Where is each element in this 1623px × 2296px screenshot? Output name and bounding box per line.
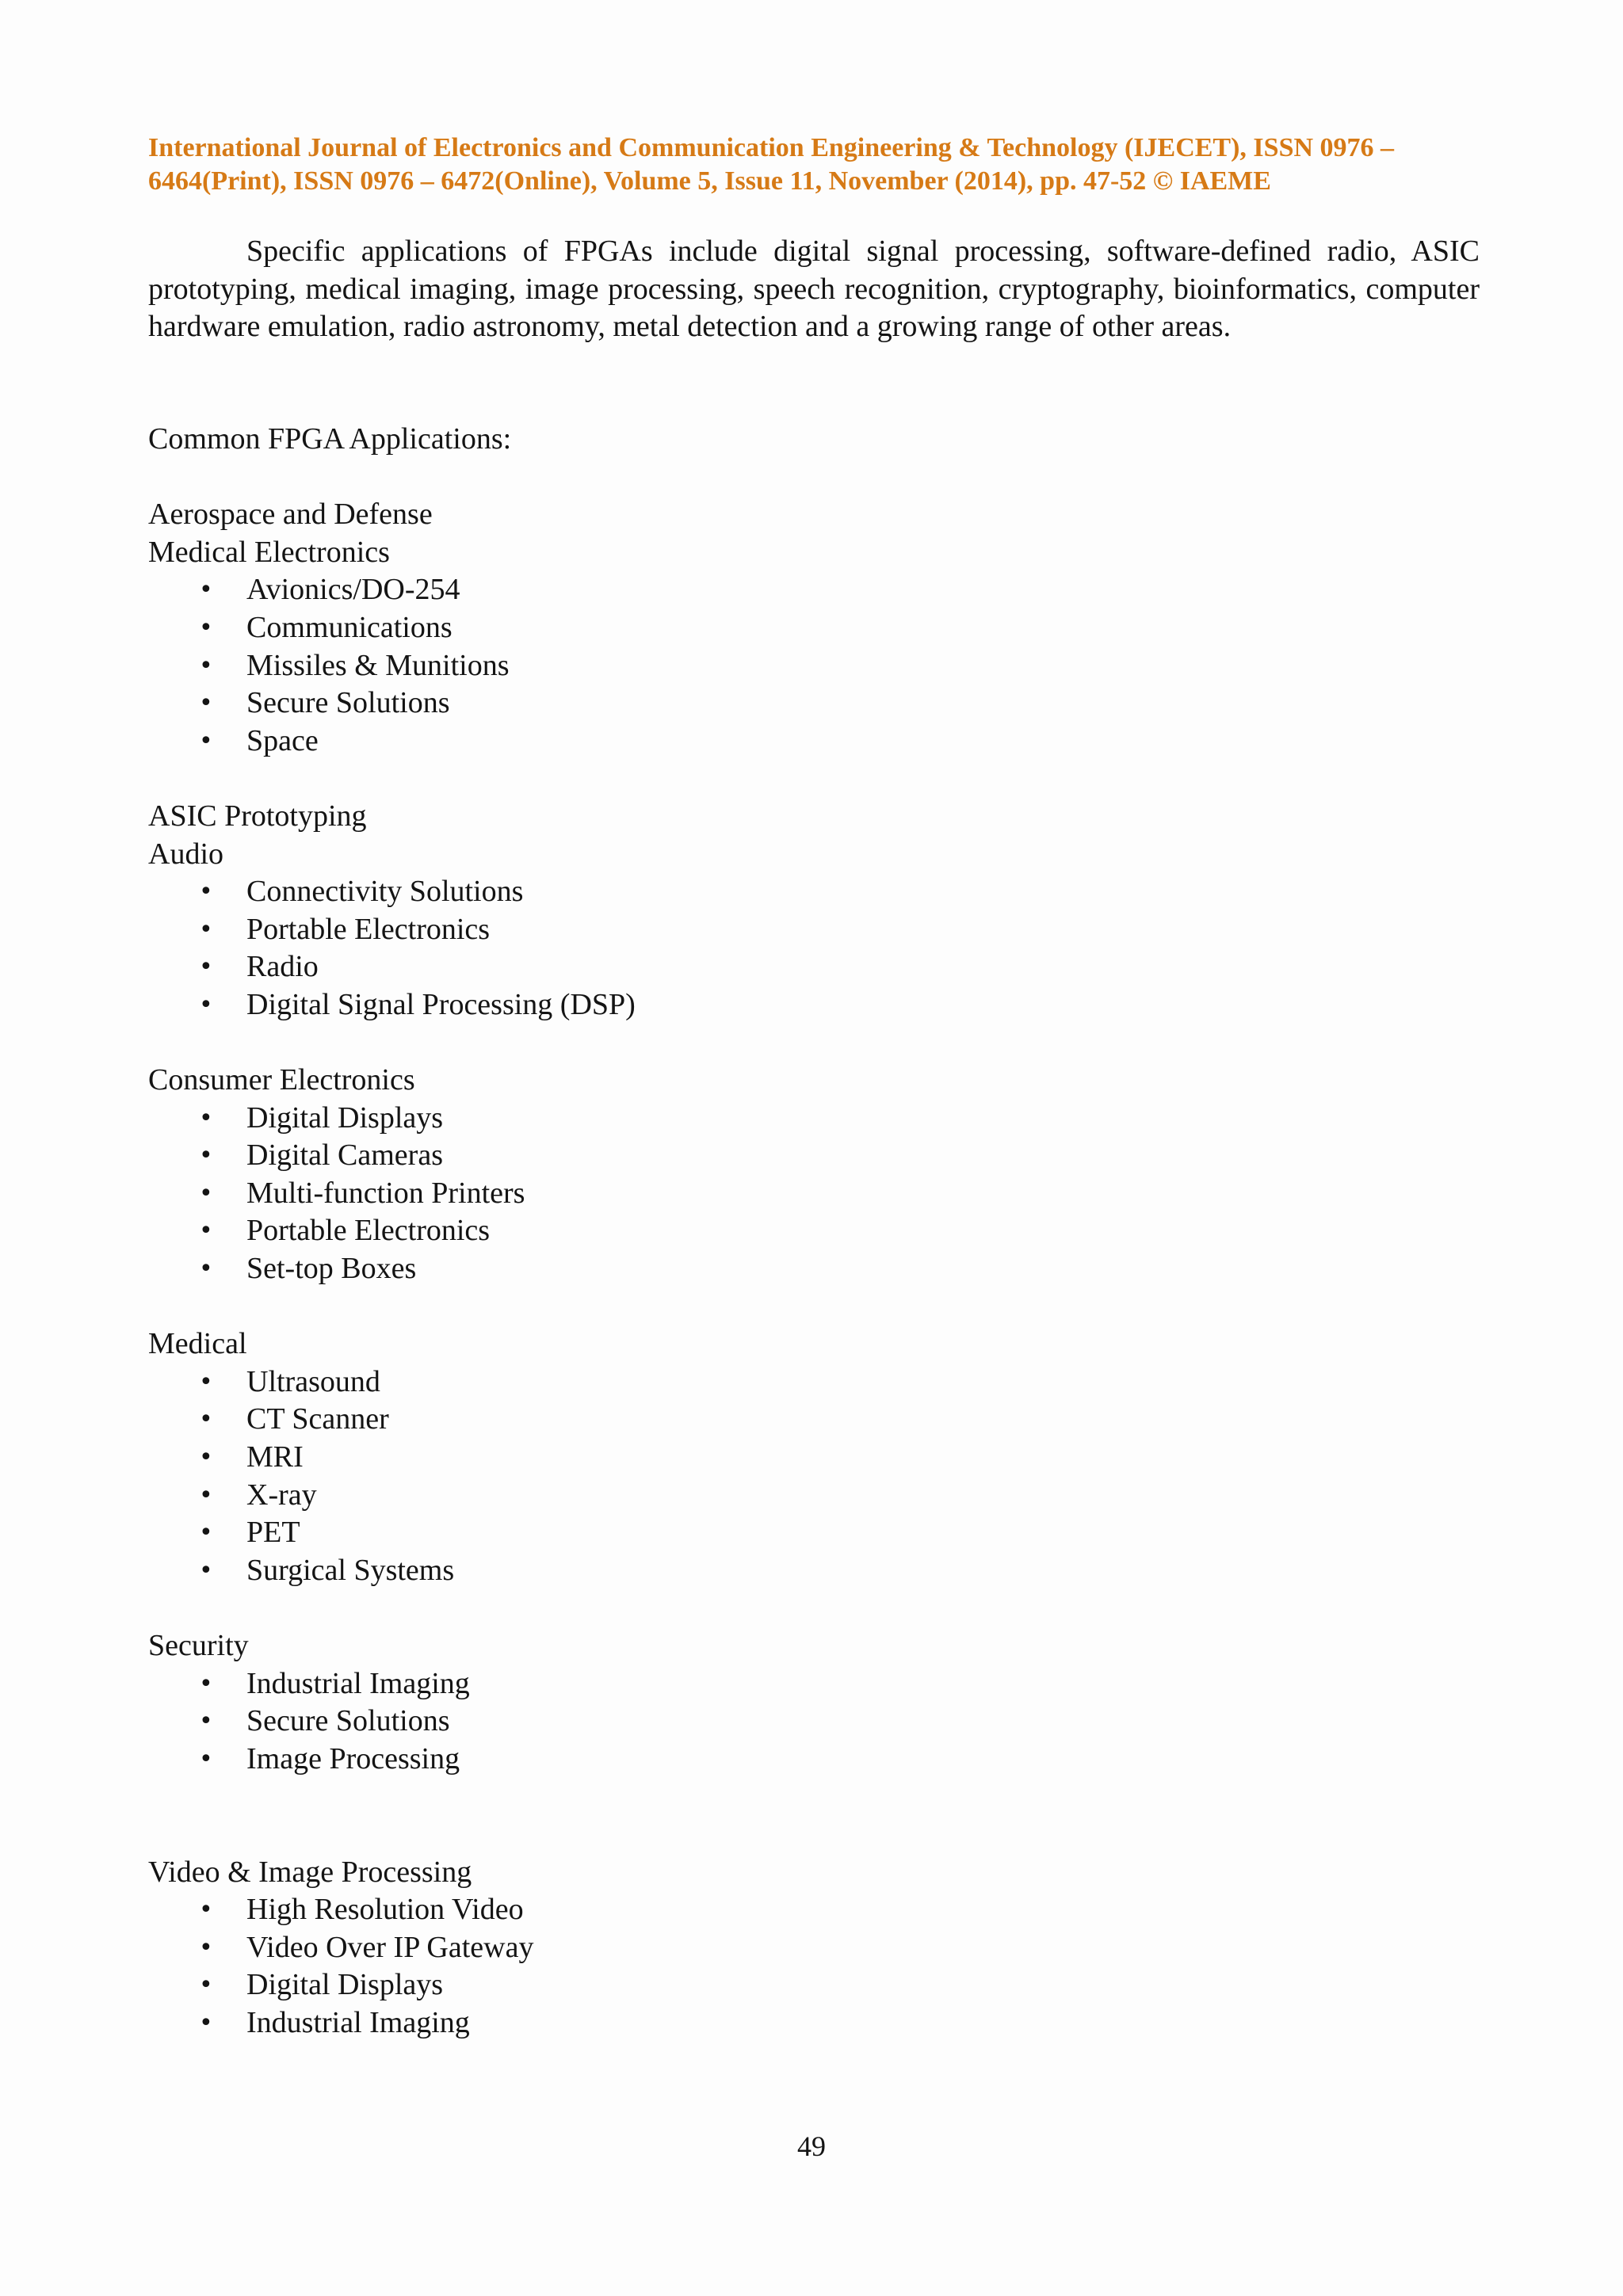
spacer: [148, 1288, 1480, 1326]
bullet-icon: •: [199, 1707, 213, 1736]
bullet-icon: •: [199, 2008, 213, 2037]
bullet-icon: •: [199, 1556, 213, 1585]
spacer: [148, 459, 1480, 497]
list-item-label: Industrial Imaging: [246, 2005, 470, 2039]
bullet-list: [148, 873, 1480, 1024]
list-item-label: CT Scanner: [246, 1402, 389, 1436]
list-item: [148, 1250, 1480, 1288]
list-item: [148, 1100, 1480, 1138]
list-item-label: Image Processing: [246, 1741, 460, 1775]
list-item-label: Secure Solutions: [246, 1704, 450, 1738]
list-item-label: Missiles & Munitions: [246, 648, 510, 682]
list-item: [148, 1665, 1480, 1703]
list-item-label: Multi-function Printers: [246, 1176, 525, 1210]
bullet-list: [148, 1100, 1480, 1288]
list-item-label: Avionics/DO-254: [246, 573, 460, 607]
list-item-label: Connectivity Solutions: [246, 875, 524, 909]
list-item-label: Ultrasound: [246, 1364, 380, 1398]
list-item-label: Industrial Imaging: [246, 1666, 470, 1700]
list-item-label: Surgical Systems: [246, 1553, 455, 1587]
list-item: [148, 647, 1480, 685]
list-item-label: MRI: [246, 1440, 304, 1474]
bullet-icon: •: [199, 878, 213, 906]
bullet-list: [148, 1363, 1480, 1590]
bullet-icon: •: [199, 1217, 213, 1245]
applications-content: [148, 421, 1480, 2042]
list-item-label: Secure Solutions: [246, 686, 450, 720]
list-item: [148, 1477, 1480, 1515]
spacer: [148, 760, 1480, 798]
list-item: [148, 1514, 1480, 1552]
list-item-label: Communications: [246, 610, 453, 644]
bullet-icon: •: [199, 1444, 213, 1472]
list-item: [148, 1891, 1480, 1929]
list-item: [148, 1929, 1480, 1967]
list-item-label: High Resolution Video: [246, 1893, 524, 1927]
section-heading: Consumer Electronics: [148, 1063, 415, 1097]
bullet-icon: •: [199, 1179, 213, 1207]
bullet-icon: •: [199, 1971, 213, 2000]
list-item: [148, 1363, 1480, 1402]
bullet-icon: •: [199, 953, 213, 982]
journal-header: [148, 132, 1480, 198]
section-heading: Aerospace and Defense: [148, 498, 433, 532]
page-number: 49: [797, 2130, 826, 2162]
section-heading: Audio: [148, 837, 223, 871]
list-item: [148, 571, 1480, 609]
bullet-icon: •: [199, 1933, 213, 1962]
bullet-icon: •: [199, 1896, 213, 1924]
list-item-label: Digital Displays: [246, 1100, 444, 1135]
bullet-icon: •: [199, 1481, 213, 1509]
list-item-label: PET: [246, 1516, 300, 1550]
list-item: [148, 1552, 1480, 1590]
list-item: [148, 1212, 1480, 1250]
list-item: [148, 2004, 1480, 2042]
bullet-icon: •: [199, 1367, 213, 1396]
spacer: [148, 1589, 1480, 1627]
list-item: [148, 948, 1480, 986]
section-heading: Medical Electronics: [148, 535, 390, 569]
list-item: [148, 1703, 1480, 1741]
list-item-label: Radio: [246, 950, 319, 984]
bullet-icon: •: [199, 915, 213, 944]
bullet-icon: •: [199, 1255, 213, 1283]
list-item: [148, 1439, 1480, 1477]
list-item: [148, 911, 1480, 949]
bullet-icon: •: [199, 990, 213, 1019]
list-item: [148, 1741, 1480, 1779]
bullet-icon: •: [199, 576, 213, 605]
list-item-label: Digital Displays: [246, 1968, 444, 2002]
intro-paragraph: Specific applications of FPGAs include digital signal processing, software-defined radio, ASIC prototyping, medical imaging, image processing, speech recognition, cryptography, bioinformatics, computer hardware emulation, radio astronomy, metal detection and a growing range of other areas.: [148, 235, 1480, 343]
section-heading: Security: [148, 1629, 249, 1662]
list-item-label: X-ray: [246, 1478, 317, 1512]
list-item: [148, 1137, 1480, 1175]
list-item: [148, 873, 1480, 911]
list-item-label: Space: [246, 723, 319, 757]
list-item-label: Portable Electronics: [246, 912, 491, 946]
common-applications-heading: Common FPGA Applications:: [148, 422, 512, 456]
list-item-label: Portable Electronics: [246, 1214, 491, 1248]
list-item: [148, 986, 1480, 1024]
list-item-label: Digital Signal Processing (DSP): [246, 987, 636, 1021]
spacer: [148, 1778, 1480, 1853]
journal-header-line-1: International Journal of Electronics and Communication Engineering & Technology (IJECET), ISSN 0976 –: [148, 133, 1395, 162]
bullet-icon: •: [199, 1104, 213, 1132]
journal-header-line-2: 6464(Print), ISSN 0976 – 6472(Online), Volume 5, Issue 11, November (2014), pp. 47-52 © IAEME: [148, 166, 1271, 196]
section-heading: Medical: [148, 1327, 247, 1361]
bullet-icon: •: [199, 1519, 213, 1547]
bullet-list: [148, 571, 1480, 760]
bullet-list: [148, 1891, 1480, 2042]
list-item: [148, 685, 1480, 723]
bullet-icon: •: [199, 613, 213, 642]
section-heading: Video & Image Processing: [148, 1855, 472, 1889]
list-item-label: Set-top Boxes: [246, 1252, 417, 1286]
list-item: [148, 723, 1480, 761]
bullet-list: [148, 1665, 1480, 1779]
list-item: [148, 1401, 1480, 1439]
bullet-icon: •: [199, 727, 213, 755]
list-item: [148, 609, 1480, 647]
bullet-icon: •: [199, 1669, 213, 1698]
spacer: [148, 1024, 1480, 1062]
section-heading: ASIC Prototyping: [148, 799, 367, 833]
list-item-label: Digital Cameras: [246, 1138, 443, 1173]
bullet-icon: •: [199, 1142, 213, 1170]
bullet-icon: •: [199, 689, 213, 718]
list-item: [148, 1966, 1480, 2004]
list-item-label: Video Over IP Gateway: [246, 1930, 534, 1964]
bullet-icon: •: [199, 651, 213, 680]
bullet-icon: •: [199, 1745, 213, 1773]
list-item: [148, 1175, 1480, 1213]
bullet-icon: •: [199, 1405, 213, 1434]
